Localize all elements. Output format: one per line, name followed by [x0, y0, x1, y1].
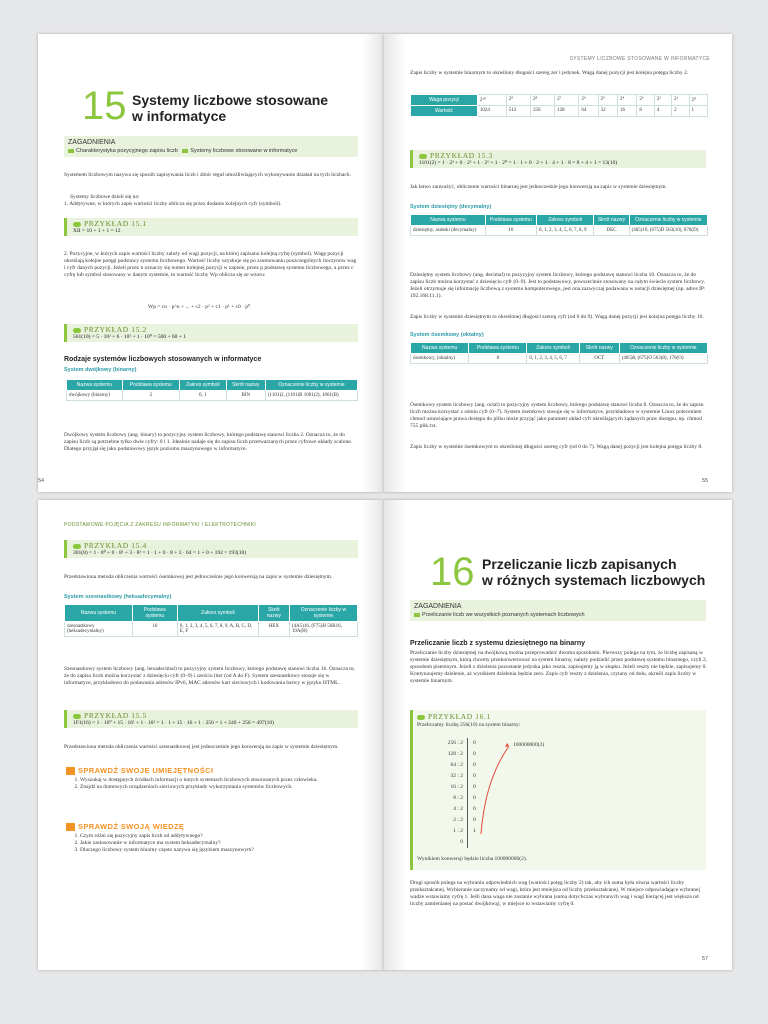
division-row: 8 : 2 0 — [419, 793, 476, 804]
list-item-2: 2. Pozycyjne, w których zapis wartości liczby zależy od wagi pozycji, na której zapisano kolejną cyfrę (symbol). Wagę pozycji określają kolejne potęgi podstawy systemu liczbowego. Wartość liczby uzyskuje się po zsumowaniu poszczególnych iloczynów wag i cyfr danych pozycji. Jeżeli przez n oznaczy się numer kolejnej pozycji w zapisie, przez p podstawę systemu liczbowego, a przez c cyfrę lub symbol stosowany w danym systemie, to wartość liczby Wp oblicza się ze wzoru: — [64, 251, 357, 278]
text-2: Drugi sposób polega na wybraniu odpowiednich wag (wartości potęg liczby 2) tak, aby ich suma była równa wartości liczby przekształcanej. Wybieranie zaczynamy od wagi, która jest mniejsza od liczby przekształcanej. W miejsce odpowiadające wybranej wadze wstawiamy cyfrę 1. Jeśli dana waga nie zostanie wybrana (suma dotychczas wybranych wag i wagi bieżącej jest większa od liczby zamienianej na postać dwójkową), w miejsce to wstawiamy cyfrę 0. — [410, 880, 700, 907]
subsection-hex: System szesnastkowy (heksadecymalny) — [64, 594, 172, 600]
division-row: 0 — [419, 837, 476, 848]
text-4: Ósemkowy system liczbowy (ang. octal) to pozycyjny system liczbowy, którego podstawę stanowi liczba 8. Oznacza to, że do zapisu liczb można korzystać z ośmiu cyfr (0–7). System ósemkowy stosuje się w informatyce, przykładowo w systemie Linux poleceniem chmod ustawiające prawa dostępu do pliku może przyjąć jako parametr układ cyfr określających żądanych praw dostępu, np. chmod 755 plik.txt. — [410, 402, 704, 429]
divide-text: Systemy liczbowe dzieli się na: — [70, 194, 140, 200]
page-56 — [38, 500, 384, 970]
division-row: 16 : 2 0 — [419, 782, 476, 793]
decimal-table: Nazwa systemu Podstawa systemu Zakres symboli Skrót nazwy Oznaczenie liczby w systemie dziesiętny, arabski (decymalny) 10 0, 1, 2, 3, 4, 5, 6, 7, 8, 9 DEC (465)10, (675)D 563(10), 876(D) — [410, 214, 708, 236]
division-row: 128 : 2 0 — [419, 749, 476, 760]
formula: Wp = cn · p^n + ... + c2 · p² + c1 · p¹ + c0 · p⁰ — [148, 304, 251, 310]
chapter-title: Systemy liczbowe stosowane w informatyce — [132, 92, 329, 124]
division-row: 1 : 2 1 — [419, 826, 476, 837]
read-direction-arrow — [413, 710, 713, 870]
skills-box: SPRAWDŹ SWOJE UMIEJĘTNOŚCI 1. Wyszukaj w dostępnych źródłach informacji o innych systemach liczbowych stosowanych przez człowieka. 2. Znajdź na domowych urządzeniach sieciowych przykłady wykorzystania systemów liczbowych. — [66, 766, 358, 791]
binary-table: Nazwa systemu Podstawa systemu Zakres symboli Skrót nazwy Oznaczenie liczby w systemie dwójkowy (binarny) 2 0, 1 BIN (1101)2, (1101)B 1001(2), 1001(B) — [66, 379, 358, 401]
page-number: 57 — [701, 956, 708, 962]
knowledge-box: SPRAWDŹ SWOJĄ WIEDZĘ 1. Czym różni się pozycyjny zapis liczb od addytywnego? 2. Jakie zastosowanie w informatyce ma system heksadecymalny? 3. Dlaczego liczbowy system binarny często nazywa się językiem maszynowym? — [66, 822, 358, 854]
division-row: 4 : 2 0 — [419, 804, 476, 815]
page-57 — [384, 500, 732, 970]
running-header: PODSTAWOWE POJĘCIA Z ZAKRESU INFORMATYKI I ELEKTROTECHNIKI — [64, 522, 257, 528]
hex-table: Nazwa systemu Podstawa systemu Zakres symboli Skrót nazwy Oznaczenie liczby w systemie szesnastkowy (heksadecymalny) 16 0, 1, 2, 3, 4, 5, 6, 7, 8, 9, A, B, C, D, E, F HEX (4A5)16, (F75)H 56B16, 19A(H) — [64, 604, 358, 637]
list-item-1: 1. Addytywne, w których zapis wartości liczby oblicza się przez dodanie kolejnych cyfr (symboli). — [64, 201, 282, 207]
knowledge-icon — [66, 823, 75, 831]
binary-weights-table: Waga pozycji 2¹⁰ 2⁹ 2⁸ 2⁷ 2⁶ 2⁵ 2⁴ 2³ 2² 2¹ 2⁰ Wartość 1024 512 256 128 64 32 16 8 4 2 1 — [410, 94, 708, 117]
chapter-number: 16 — [430, 550, 475, 594]
chapter-title: Przeliczanie liczb zapisanych w różnych systemach liczbowych — [482, 556, 706, 588]
text-3: Przedstawiona metoda obliczenia wartości szesnastkowej jest jednocześnie jego konwersją na zapis w systemie dziesiętnym. — [64, 744, 339, 750]
skills-icon — [66, 767, 75, 775]
intro-text: Systemem liczbowym nazywa się sposób zapisywania liczb i zbiór reguł umożliwiających wykonywanie działań na tych liczbach. — [64, 172, 351, 178]
example-16-1: PRZYKŁAD 16.1 Przeliczamy liczbę 256(10) na system binarny: 256 : 2 0 128 : 2 0 64 : 2 0 32 : 2 0 16 : 2 0 8 : 2 0 4 : 2 0 2 : 2 0 1 : 2 1 0 100000000(2) Wynikiem konwersji będzie liczba 100000000(2). — [410, 710, 706, 870]
page-number: 54 — [38, 478, 45, 484]
division-row: 256 : 2 0 — [419, 738, 476, 749]
binary-weights-text: Zapis liczby w systemie binarnym to określony długości szereg zer i jedynek. Wagą danej pozycji jest kolejna potęga liczby 2. — [410, 70, 689, 76]
section-heading: Przeliczanie liczb z systemu dziesiętnego na binarny — [410, 640, 586, 647]
text-2: Szesnastkowy system liczbowy (ang. hexadecimal) to pozycyjny system liczbowy, którego podstawę stanowi liczba 16. Oznacza to, że do zapisu liczb można korzystać z dziesięciu cyfr (0–9) i sześciu liter (od A do F). System szesnastkowy stosuje się w informatyce, przykładowo do podawania adresów IPv6, MAC adresów kart sieciowych i kodowania barwy w języku HTML. — [64, 666, 355, 686]
topics-box: ZAGADNIENIA Przeliczanie liczb we wszystkich poznanych systemach liczbowych — [410, 600, 706, 621]
subsection-octal: System ósemkowy (oktalny) — [410, 332, 484, 338]
subsection-binary: System dwójkowy (binarny) — [64, 367, 137, 373]
octal-table: Nazwa systemu Podstawa systemu Zakres symboli Skrót nazwy Oznaczenie liczby w systemie ósemkowy, (oktalny) 8 0, 1, 2, 3, 4, 5, 6, 7 OCT (465)8, (675)O 563(8), 176(O) — [410, 342, 708, 364]
binary-text: Dwójkowy system liczbowy (ang. binary) to pozycyjny system liczbowy, którego podstawę stanowi liczba 2. Oznacza to, że do zapisu liczb są potrzebne tylko dwie cyfry: 0 i 1. Idealnie nadaje się do zapisu liczb przetwarzanych przez cyfrowe układy scalone. Dlatego przyjął się jako podstawowy język poziomu maszynowego w informatyce. — [64, 432, 353, 452]
example-result: Wynikiem konwersji będzie liczba 100000000(2). — [417, 856, 528, 862]
subsection-decimal: System dziesiętny (decymalny) — [410, 204, 492, 210]
division-row: 32 : 2 0 — [419, 771, 476, 782]
page-54 — [38, 34, 384, 492]
running-header: SYSTEMY LICZBOWE STOSOWANE W INFORMATYCE — [569, 56, 710, 62]
page-number: 55 — [701, 478, 708, 484]
text-2: Dziesiętny system liczbowy (ang. decimal) to pozycyjny system liczbowy, którego podstawę stanowi liczba 10. Oznacza to, że do zapisu liczb można korzystać z dziesięciu cyfr (0–9). Jest to podstawowy, powszechnie stosowany na całym świecie system liczbowy. Jeżeli otrzymuje się informację liczbową z systemu komputerowego, jest ona zazwyczaj podawana w notacji dziesiętnej (np. adres IP: 192.168.11.1). — [410, 272, 706, 299]
topics-heading: ZAGADNIENIA — [68, 139, 116, 146]
example-15-4: PRZYKŁAD 15.4 301(8) = 1 · 8⁰ + 0 · 8¹ + 3 · 8² = 1 · 1 + 0 · 8 + 3 · 64 = 1 + 0 + 192 = 193(10) — [64, 540, 358, 558]
division-row: 2 : 2 0 — [419, 815, 476, 826]
text-3: Zapis liczby w systemie dziesiętnym to określonej długości szereg cyfr (od 0 do 9). Wagą danej pozycji jest kolejna potęga liczby 10. — [410, 314, 704, 320]
result-annotation: 100000000(2) — [513, 742, 545, 748]
example-15-3: PRZYKŁAD 15.3 1101(2) = 1 · 2³ + 0 · 2² + 1 · 2¹ + 1 · 2⁰ = 1 · 1 + 0 · 2 + 1 · 4 + 1 · 8 = 8 + 4 + 1 = 13(10) — [410, 150, 706, 168]
example-15-2: PRZYKŁAD 15.2 561(10) = 5 · 10² + 6 · 10¹ + 1 · 10⁰ = 500 + 60 + 1 — [64, 324, 358, 342]
example-15-1: PRZYKŁAD 15.1 XII = 10 + 1 + 1 = 12 — [64, 218, 358, 236]
division-row: 64 : 2 0 — [419, 760, 476, 771]
text-1: Jak łatwo zauważyć, obliczenie wartości binarnej jest jednocześnie jego konwersją na zapis w systemie dziesiętnym. — [410, 184, 667, 190]
page-55 — [384, 34, 732, 492]
section-heading: Rodzaje systemów liczbowych stosowanych w informatyce — [64, 356, 262, 363]
chapter-number: 15 — [82, 84, 127, 128]
example-intro: Przeliczamy liczbę 256(10) na system binarny: — [417, 722, 521, 728]
topics-box: ZAGADNIENIA Charakterystyka pozycyjnego zapisu liczb Systemy liczbowe stosowane w informatyce — [64, 136, 358, 157]
text-1: Przedstawiona metoda obliczenia wartości ósemkowej jest jednocześnie jego konwersją na zapis w systemie dziesiętnym. — [64, 574, 333, 580]
text-5: Zapis liczby w systemie ósemkowym to określonej długości szereg cyfr (od 0 do 7). Wagą danej pozycji jest kolejna potęga liczby 8. — [410, 444, 703, 450]
text-1: Przeliczanie liczby dziesiętnej na dwójkową można przeprowadzić dwoma sposobami. Pierwszy polega na tym, że liczbę zapisaną w systemie dziesiętnym, którą chcemy przekonwertować na system binarny, należy podzielić przez podstawę systemu binarnego, czyli 2, sposobem pisemnym. Jeżeli z dzielenia pozostanie jedynka jako reszta, zapisujemy ją w słupku. Jeżeli reszty nie będzie, zapisujemy 0. Kontynuujemy dzielenie, aż wynikiem dzielenia będzie zero. Zapis cyfr reszty z dzielenia, czytany od dołu, określi zapis liczby w systemie binarnym. — [410, 650, 707, 684]
example-15-5: PRZYKŁAD 15.5 1F1(16) = 1 · 16⁰ + 15 · 16¹ + 1 · 16² = 1 · 1 + 15 · 16 + 1 · 256 = 1 + 240 + 256 = 497(10) — [64, 710, 358, 728]
